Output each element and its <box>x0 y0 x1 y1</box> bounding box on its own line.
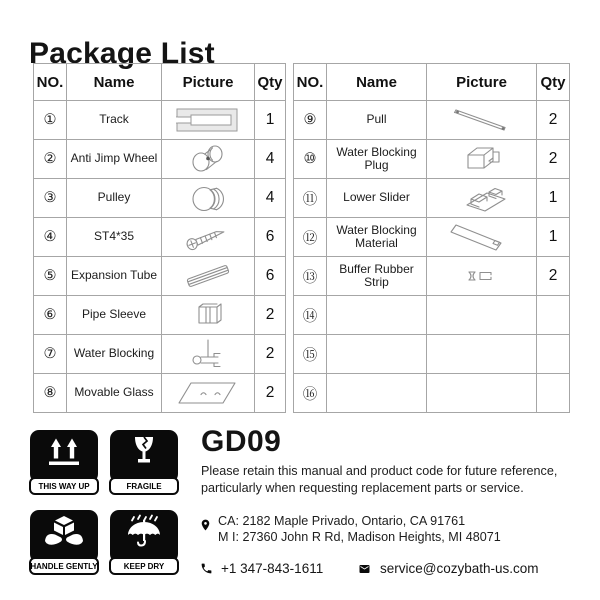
mark-label: THIS WAY UP <box>29 477 99 495</box>
table-row <box>294 374 570 413</box>
retention-note <box>201 463 557 496</box>
movable-glass-picture <box>168 375 248 411</box>
part-qty: 2 <box>255 335 286 374</box>
row-number: ⑭ <box>294 296 327 335</box>
screw-picture <box>168 219 248 255</box>
part-name: Expansion Tube <box>67 257 162 296</box>
address-line-1: CA: 2182 Maple Privado, Ontario, CA 91761 <box>218 514 466 528</box>
picture-cell <box>162 374 255 413</box>
row-number: ⑬ <box>294 257 327 296</box>
picture-cell <box>162 179 255 218</box>
table-row <box>294 179 570 218</box>
row-number: ① <box>34 101 67 140</box>
col-header-qty: Qty <box>255 64 286 101</box>
parts-tables <box>33 63 570 413</box>
parts-table-right <box>293 63 570 413</box>
phone-number: +1 347-843-1611 <box>221 561 324 576</box>
table-row <box>294 257 570 296</box>
buffer-rubber-strip-picture <box>442 258 522 294</box>
row-number: ④ <box>34 218 67 257</box>
fragile-icon <box>124 434 164 470</box>
row-number: ② <box>34 140 67 179</box>
mark-label: HANDLE GENTLY <box>29 557 99 575</box>
part-qty: 1 <box>537 218 570 257</box>
table-row <box>294 101 570 140</box>
row-number: ⑧ <box>34 374 67 413</box>
row-number: ⑪ <box>294 179 327 218</box>
page-title: Package List <box>29 37 215 71</box>
table-row <box>34 101 286 140</box>
row-number: ⑯ <box>294 374 327 413</box>
mark-square <box>30 510 98 563</box>
part-name: Pipe Sleeve <box>67 296 162 335</box>
mark-square <box>110 430 178 483</box>
email-block <box>357 561 539 576</box>
part-name: Water Blocking <box>67 335 162 374</box>
part-name: Lower Slider <box>327 179 427 218</box>
picture-cell <box>427 374 537 413</box>
part-qty: 2 <box>255 296 286 335</box>
table-row <box>294 335 570 374</box>
col-header-name: Name <box>327 64 427 101</box>
picture-cell <box>427 335 537 374</box>
row-number: ⑥ <box>34 296 67 335</box>
part-name <box>327 296 427 335</box>
part-qty <box>537 335 570 374</box>
anti-jimp-wheel-picture <box>168 141 248 177</box>
shipping-mark-keep-dry <box>110 510 178 577</box>
part-name: Buffer Rubber Strip <box>327 257 427 296</box>
email-address: service@cozybath-us.com <box>380 561 539 576</box>
track-picture <box>168 102 248 138</box>
keep-dry-icon <box>124 514 164 550</box>
note-line-2: particularly when requesting replacement parts or service. <box>201 480 524 495</box>
picture-cell <box>162 257 255 296</box>
col-header-picture: Picture <box>162 64 255 101</box>
shipping-mark-this-way-up <box>30 430 98 497</box>
picture-cell <box>162 296 255 335</box>
table-row <box>34 296 286 335</box>
table-row <box>34 257 286 296</box>
col-header-qty: Qty <box>537 64 570 101</box>
pull-picture <box>442 102 522 138</box>
part-name: Water Blocking Material <box>327 218 427 257</box>
part-qty: 6 <box>255 218 286 257</box>
email-icon <box>357 563 372 575</box>
header-row <box>34 64 286 101</box>
water-blocking-picture <box>168 336 248 372</box>
row-number: ⑨ <box>294 101 327 140</box>
part-qty: 2 <box>537 101 570 140</box>
picture-cell <box>427 179 537 218</box>
picture-cell <box>427 101 537 140</box>
phone-block <box>200 561 323 576</box>
shipping-mark-fragile <box>110 430 178 497</box>
table-row <box>294 296 570 335</box>
handle-gently-icon <box>42 514 86 550</box>
part-name: Movable Glass <box>67 374 162 413</box>
parts-table-left <box>33 63 286 413</box>
col-header-name: Name <box>67 64 162 101</box>
part-qty <box>537 296 570 335</box>
part-qty: 2 <box>255 374 286 413</box>
part-qty: 4 <box>255 140 286 179</box>
col-header-no: NO. <box>34 64 67 101</box>
part-qty: 2 <box>537 257 570 296</box>
row-number: ⑮ <box>294 335 327 374</box>
row-number: ⑫ <box>294 218 327 257</box>
row-number: ③ <box>34 179 67 218</box>
part-qty: 1 <box>255 101 286 140</box>
phone-icon <box>200 562 213 575</box>
row-number: ⑤ <box>34 257 67 296</box>
header-row <box>294 64 570 101</box>
shipping-mark-handle-gently <box>30 510 98 577</box>
mark-label: KEEP DRY <box>109 557 179 575</box>
part-name: Pull <box>327 101 427 140</box>
picture-cell <box>427 140 537 179</box>
picture-cell <box>162 335 255 374</box>
table-row <box>34 140 286 179</box>
mark-label: FRAGILE <box>109 477 179 495</box>
picture-cell <box>162 140 255 179</box>
address-line-2: M I: 27360 John R Rd, Madison Heights, MI 48071 <box>218 529 501 544</box>
pulley-picture <box>168 180 248 216</box>
table-row <box>34 374 286 413</box>
location-pin-icon <box>199 516 212 534</box>
lower-slider-picture <box>442 180 522 216</box>
part-qty: 6 <box>255 257 286 296</box>
water-blocking-plug-picture <box>442 141 522 177</box>
table-row <box>34 218 286 257</box>
row-number: ⑦ <box>34 335 67 374</box>
picture-cell <box>427 296 537 335</box>
part-qty <box>537 374 570 413</box>
picture-cell <box>162 218 255 257</box>
col-header-no: NO. <box>294 64 327 101</box>
part-name: Anti Jimp Wheel <box>67 140 162 179</box>
this-way-up-icon <box>44 434 84 470</box>
note-line-1: Please retain this manual and product code for future reference, <box>201 464 558 478</box>
col-header-picture: Picture <box>427 64 537 101</box>
picture-cell <box>162 101 255 140</box>
mark-square <box>110 510 178 563</box>
row-number: ⑩ <box>294 140 327 179</box>
part-name: Track <box>67 101 162 140</box>
part-name <box>327 374 427 413</box>
picture-cell <box>427 257 537 296</box>
mark-square <box>30 430 98 483</box>
address-block <box>199 514 501 545</box>
product-code: GD09 <box>201 425 282 458</box>
table-row <box>294 140 570 179</box>
part-qty: 4 <box>255 179 286 218</box>
part-name <box>327 335 427 374</box>
part-name: Water Blocking Plug <box>327 140 427 179</box>
picture-cell <box>427 218 537 257</box>
table-row <box>34 179 286 218</box>
part-qty: 1 <box>537 179 570 218</box>
pipe-sleeve-picture <box>168 297 248 333</box>
part-name: ST4*35 <box>67 218 162 257</box>
water-blocking-material-picture <box>442 219 522 255</box>
table-row <box>34 335 286 374</box>
part-name: Pulley <box>67 179 162 218</box>
table-row <box>294 218 570 257</box>
part-qty: 2 <box>537 140 570 179</box>
expansion-tube-picture <box>168 258 248 294</box>
